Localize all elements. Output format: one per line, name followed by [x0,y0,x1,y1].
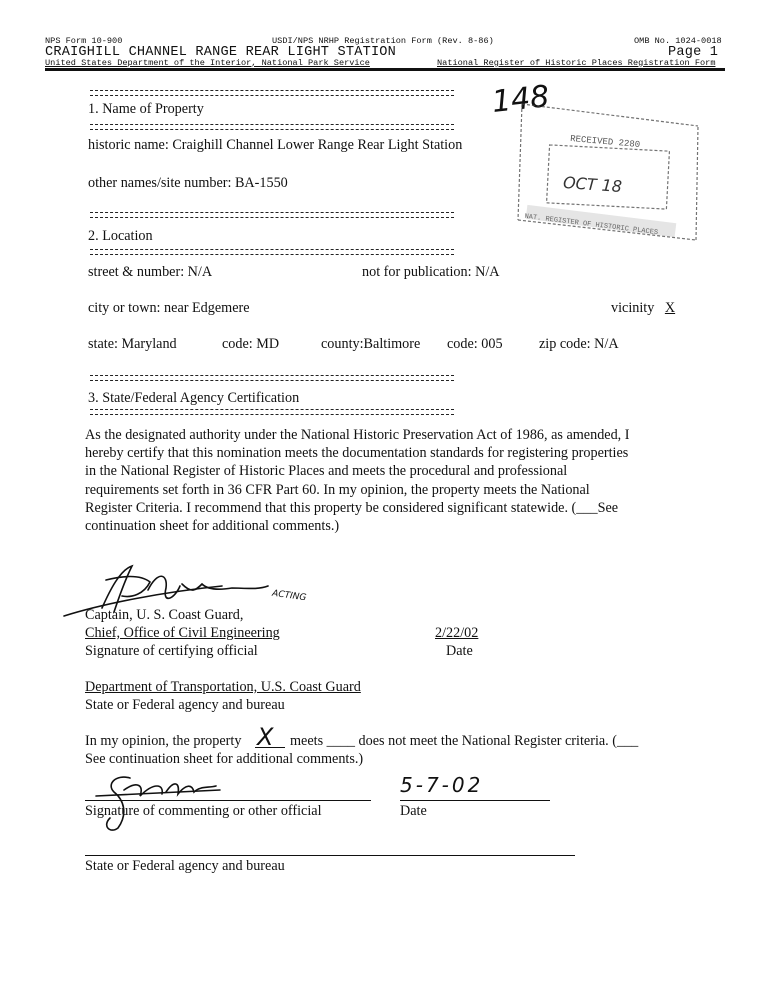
stamp-footer: NAT. REGISTER OF HISTORIC PLACES [524,212,659,238]
certification-date: 2/22/02 [435,625,479,641]
section1-heading: 1. Name of Property [88,101,204,117]
section2-top-rule [90,212,454,218]
county-code: code: 005 [447,336,503,352]
section3-top-rule [90,375,454,381]
signer-office: Chief, Office of Civil Engineering [85,625,280,641]
section3-bottom-rule [90,409,454,415]
stamp-received-text: RECEIVED 2280 [569,133,641,151]
comment-signature-caption: Signature of commenting or other official [85,803,322,819]
acting-note: ACTING [271,588,307,604]
section2-bottom-rule [90,249,454,255]
paragraph-line: requirements set forth in 36 CFR Part 60. In my opinion, the property meets the National [85,481,590,498]
section1-top-rule [90,90,454,96]
county: county:Baltimore [321,336,421,352]
opinion-checkmark: X [257,723,274,751]
state: state: Maryland [88,336,177,352]
vicinity-mark: X [664,300,676,316]
certification-paragraph [85,426,685,535]
omb-number: OMB No. 1024-0018 [634,36,722,46]
paragraph-line: hereby certify that this nomination meets the documentation standards for registering properties [85,445,629,462]
section3-heading: 3. State/Federal Agency Certification [88,390,300,406]
paragraph-line: As the designated authority under the National Historic Preservation Act of 1986, as amended, I [85,427,630,443]
page-number: Page 1 [668,45,719,60]
register-line: National Register of Historic Places Registration Form [437,58,716,68]
form-title: USDI/NPS NRHP Registration Form (Rev. 8-86) [272,36,494,46]
comment-date-line [400,800,550,801]
other-names: other names/site number: BA-1550 [88,175,288,191]
comment-date-caption: Date [400,803,427,819]
agency-caption: State or Federal agency and bureau [85,697,285,713]
zip-code: zip code: N/A [539,336,619,352]
street-number: street & number: N/A [88,264,213,280]
historic-name: historic name: Craighill Channel Lower Range Rear Light Station [88,137,463,153]
department-line: United States Department of the Interior, National Park Service [45,58,370,68]
form-number: NPS Form 10-900 [45,36,123,46]
header-rule [45,68,725,71]
signer-title: Captain, U. S. Coast Guard, [85,607,244,623]
agency-name: Department of Transportation, U.S. Coast Guard [85,679,361,695]
section2-heading: 2. Location [88,228,153,244]
paragraph-line: continuation sheet for additional comments.) [85,518,340,535]
city-town: city or town: near Edgemere [88,300,250,316]
paragraph-line: in the National Register of Historic Places and meets the procedural and professional [85,463,568,480]
opinion-continuation: See continuation sheet for additional comments.) [85,751,364,767]
comment-signature-line [85,800,371,801]
stamp-date: OCT 18 [562,172,623,197]
property-title: CRAIGHILL CHANNEL RANGE REAR LIGHT STATION [45,45,397,60]
section1-bottom-rule [90,124,454,130]
handwritten-number: 148 [490,79,551,120]
comment-date: 5-7-02 [400,773,484,797]
paragraph-line: Register Criteria. I recommend that this property be considered significant statewide. (___See [85,499,619,516]
not-for-publication: not for publication: N/A [362,264,500,280]
state-code: code: MD [222,336,280,352]
opinion-start: In my opinion, the property [85,733,242,749]
vicinity-label: vicinity [611,300,655,316]
opinion-rest: meets ____ does not meet the National Register criteria. (___ [290,733,639,749]
date-caption: Date [446,643,473,659]
signature-caption: Signature of certifying official [85,643,258,659]
bottom-agency-line [85,855,575,856]
bottom-agency-caption: State or Federal agency and bureau [85,858,285,874]
